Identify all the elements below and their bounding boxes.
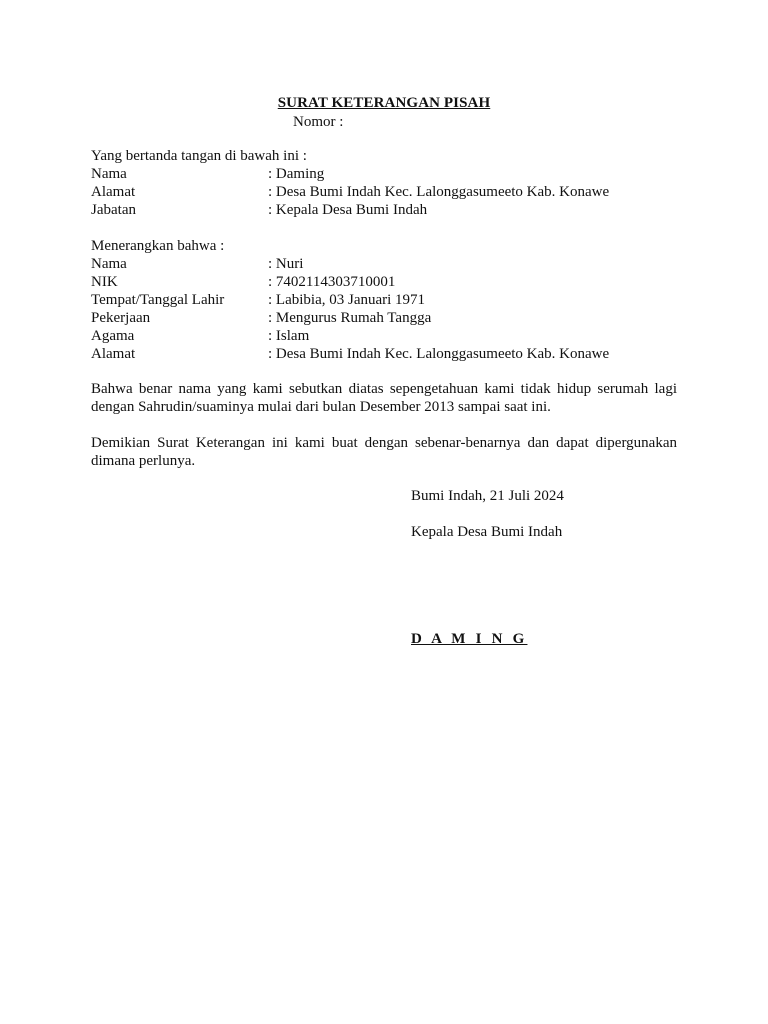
field-label: Tempat/Tanggal Lahir xyxy=(91,292,225,308)
field-label: NIK xyxy=(91,274,118,290)
signature-position: Kepala Desa Bumi Indah xyxy=(411,524,563,540)
official-row-name xyxy=(91,165,325,183)
letter-number: Nomor : xyxy=(293,114,344,130)
field-label: Nama xyxy=(91,256,127,272)
field-value: : Nuri xyxy=(268,256,304,272)
subject-section xyxy=(91,237,610,363)
official-row-position xyxy=(91,201,428,219)
field-label: Alamat xyxy=(91,346,136,362)
subject-row-birth xyxy=(91,291,426,309)
closing-paragraph: Demikian Surat Keterangan ini kami buat dengan sebenar-benarnya dan dapat dipergunakan dimana perlunya. xyxy=(91,435,677,469)
field-label: Pekerjaan xyxy=(91,310,151,326)
official-intro: Yang bertanda tangan di bawah ini : xyxy=(91,148,307,164)
subject-row-occupation xyxy=(91,309,432,327)
field-value: : Mengurus Rumah Tangga xyxy=(268,310,432,326)
subject-row-nik xyxy=(91,273,396,291)
subject-row-address xyxy=(91,345,610,363)
official-section xyxy=(91,147,610,219)
subject-intro: Menerangkan bahwa : xyxy=(91,238,225,254)
field-value: : 7402114303710001 xyxy=(268,274,396,290)
official-row-address xyxy=(91,183,610,201)
subject-row-religion xyxy=(91,327,310,345)
field-label: Nama xyxy=(91,166,127,182)
subject-row-name xyxy=(91,255,304,273)
field-value: : Desa Bumi Indah Kec. Lalonggasumeeto Kab. Konawe xyxy=(268,184,610,200)
statement-paragraph: Bahwa benar nama yang kami sebutkan diatas sepengetahuan kami tidak hidup serumah lagi dengan Sahrudin/suaminya mulai dari bulan Desember 2013 sampai saat ini. xyxy=(91,381,677,415)
field-value: : Desa Bumi Indah Kec. Lalonggasumeeto Kab. Konawe xyxy=(268,346,610,362)
field-label: Jabatan xyxy=(91,202,136,218)
letter-title: SURAT KETERANGAN PISAH xyxy=(277,95,491,111)
field-value: : Labibia, 03 Januari 1971 xyxy=(268,292,426,308)
field-label: Agama xyxy=(91,328,135,344)
signature-place-date: Bumi Indah, 21 Juli 2024 xyxy=(411,488,564,504)
field-label: Alamat xyxy=(91,184,136,200)
field-value: : Islam xyxy=(268,328,310,344)
field-value: : Kepala Desa Bumi Indah xyxy=(268,202,428,218)
field-value: : Daming xyxy=(268,166,325,182)
signatory-name: D A M I N G xyxy=(411,631,528,647)
